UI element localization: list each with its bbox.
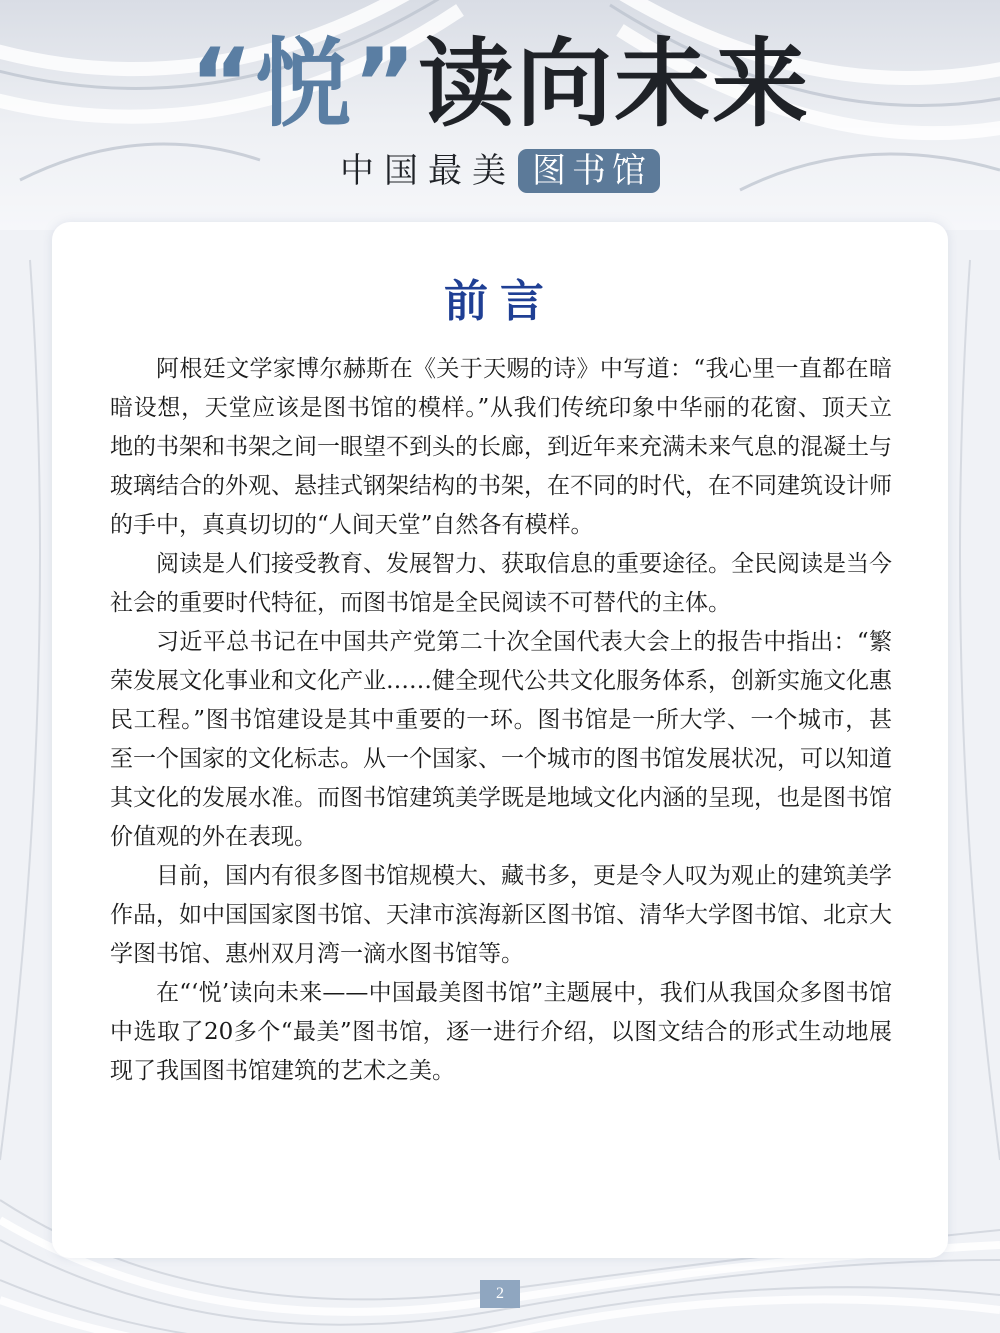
subtitle: [0, 148, 1000, 194]
paragraph: 目前，国内有很多图书馆规模大、藏书多，更是令人叹为观止的建筑美学作品，如中国国家图书馆、天津市滨海新区图书馆、清华大学图书馆、北京大学图书馆、惠州双月湾一滴水图书馆等。: [110, 863, 892, 967]
paragraph: 习近平总书记在中国共产党第二十次全国代表大会上的报告中指出：“繁荣发展文化事业和文化产业……健全现代公共文化服务体系，创新实施文化惠民工程。”图书馆建设是其中重要的一环。图书馆是一所大学、一个城市，甚至一个国家的文化标志。从一个国家、一个城市的图书馆发展状况，可以知道其文化的发展水准。而图书馆建筑美学既是地域文化内涵的呈现，也是图书馆价值观的外在表现。: [110, 629, 892, 850]
title-quoted-word: 悦: [255, 28, 353, 140]
paragraph: 阿根廷文学家博尔赫斯在《关于天赐的诗》中写道：“我心里一直都在暗暗设想，天堂应该是图书馆的模样。”从我们传统印象中华丽的花窗、顶天立地的书架和书架之间一眼望不到头的长廊，到近年来充满未来气息的混凝土与玻璃结合的外观、悬挂式钢架结构的书架，在不同的时代，在不同建筑设计师的手中，真真切切的“人间天堂”自然各有模样。: [110, 356, 892, 538]
title-quote-close: ”: [353, 28, 419, 140]
title-quote-open: “: [189, 28, 255, 140]
subtitle-plain-text: 中国最美: [340, 151, 516, 191]
preface-heading: 前言: [444, 276, 556, 327]
paragraph: 在“‘悦’读向未来——中国最美图书馆”主题展中，我们从我国众多图书馆中选取了20多个“最美”图书馆，逐一进行介绍，以图文结合的形式生动地展现了我国图书馆建筑的艺术之美。: [110, 980, 892, 1084]
paragraph: 阅读是人们接受教育、发展智力、获取信息的重要途径。全民阅读是当今社会的重要时代特征，而图书馆是全民阅读不可替代的主体。: [110, 551, 892, 616]
preface-body: [110, 350, 892, 1091]
title-rest: 读向未来: [418, 28, 811, 140]
page-title: [0, 28, 1000, 140]
subtitle-highlight-badge: 图书馆: [518, 149, 660, 193]
page-number-badge: 2: [480, 1280, 520, 1308]
